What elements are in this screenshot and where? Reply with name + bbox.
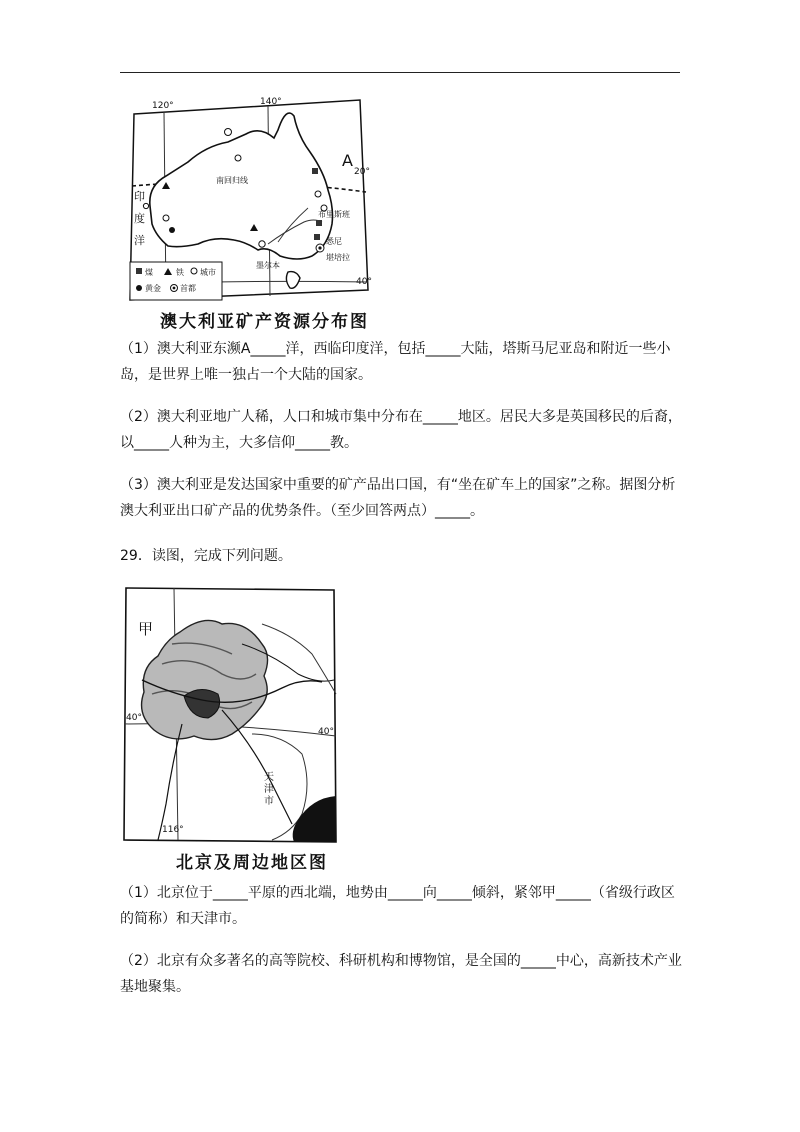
q29-title: 29．读图，完成下列问题。 [120, 548, 292, 564]
legend-iron: 铁 [176, 268, 184, 277]
boundary [262, 624, 336, 694]
coal-symbol [314, 234, 320, 240]
legend-coal: 煤 [145, 268, 153, 277]
legend-city-swatch [191, 268, 197, 274]
label-melbourne: 墨尔本 [256, 261, 280, 270]
header-rule [120, 72, 680, 73]
city-symbol [143, 203, 148, 208]
label-40-left: 40° [126, 713, 142, 723]
label-brisbane: 布里斯班 [318, 210, 350, 219]
label-tropic: 南回归线 [216, 176, 248, 185]
q28-part1: （1）澳大利亚东濒A_____洋，西临印度洋，包括_____大陆，塔斯马尼亚岛和附近一些小岛，是世界上唯一独占一个大陆的国家。 [120, 341, 671, 383]
legend-capital-dot [173, 287, 176, 290]
city-symbol [259, 241, 265, 247]
label-tianjin-2: 津 [264, 784, 274, 795]
legend-capital: 首都 [180, 284, 196, 293]
label-140: 140° [260, 97, 282, 107]
city-symbol [225, 129, 232, 136]
label-tianjin-3: 市 [264, 796, 274, 807]
city-symbol [235, 155, 241, 161]
label-20: 20° [354, 167, 370, 177]
river [158, 724, 182, 840]
label-116: 116° [162, 825, 184, 835]
label-sydney: 悉尼 [326, 237, 342, 246]
label-point-a: A [342, 151, 353, 170]
australia-map [128, 96, 373, 306]
beijing-region [142, 620, 268, 739]
australia-outline [150, 113, 333, 259]
label-120: 120° [152, 101, 174, 111]
tasmania [286, 272, 300, 289]
label-ocean-3: 洋 [134, 234, 145, 247]
city-symbol [163, 215, 169, 221]
capital-symbol-dot [318, 246, 321, 249]
beijing-map-figure [122, 584, 340, 846]
label-tianjin-1: 天 [264, 772, 274, 783]
australia-map-caption: 澳大利亚矿产资源分布图 [160, 312, 369, 332]
legend-gold: 黄金 [145, 284, 161, 293]
city-symbol [315, 191, 321, 197]
beijing-map-caption: 北京及周边地区图 [176, 853, 328, 873]
coal-symbol [312, 168, 318, 174]
label-ocean-1: 印 [134, 190, 145, 203]
q28-part3: （3）澳大利亚是发达国家中重要的矿产品出口国，有“坐在矿车上的国家”之称。据图分析澳大利亚出口矿产品的优势条件。（至少回答两点）_____。 [120, 477, 676, 519]
q29-part1: （1）北京位于_____平原的西北端，地势由_____向_____倾斜，紧邻甲_____（省级行政区的简称）和天津市。 [120, 885, 675, 927]
beijing-map [122, 584, 340, 846]
coal-symbol [316, 220, 322, 226]
bohai-sea [293, 796, 336, 842]
label-40: 40° [356, 277, 372, 287]
legend-gold-swatch [136, 285, 142, 291]
label-canberra: 堪培拉 [326, 253, 350, 262]
label-ocean-2: 度 [134, 212, 145, 225]
q28-part2: （2）澳大利亚地广人稀，人口和城市集中分布在_____地区。居民大多是英国移民的后裔，以_____人种为主，大多信仰_____教。 [120, 409, 682, 451]
label-40-right: 40° [318, 727, 334, 737]
q29-part2: （2）北京有众多著名的高等院校、科研机构和博物馆，是全国的_____中心，高新技术产业基地聚集。 [120, 953, 682, 995]
legend-coal-swatch [136, 268, 142, 274]
legend-city: 城市 [200, 268, 216, 277]
australia-map-figure [128, 96, 373, 306]
label-jia: 甲 [138, 620, 154, 638]
gold-symbol [169, 227, 175, 233]
